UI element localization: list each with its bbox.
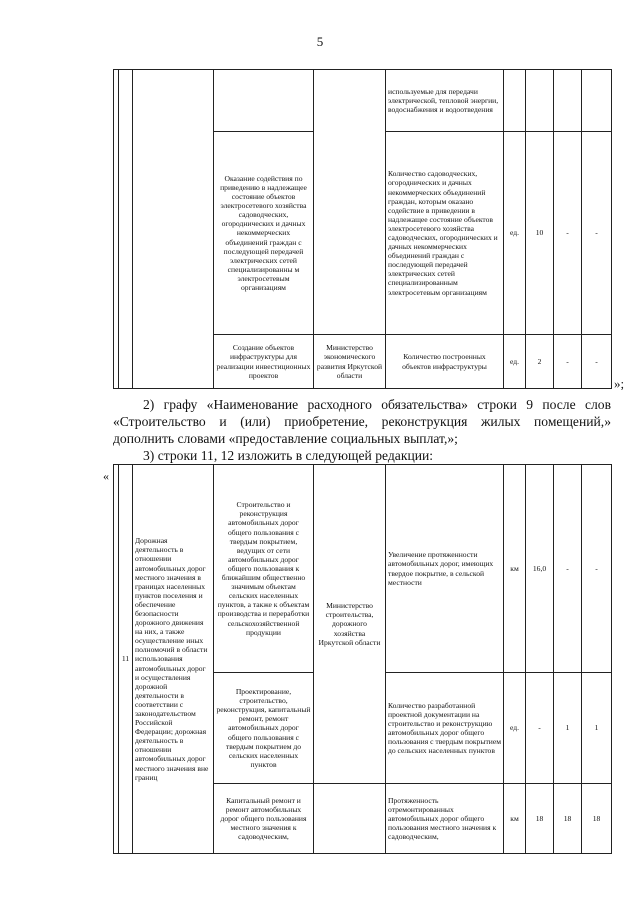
value-cell: 1 <box>554 673 582 784</box>
value-cell: - <box>554 465 582 673</box>
indicator-cell: Количество разработанной проектной документации на строительство и реконструкцию автомобильных дорог общего пользования с твердым покрытием до сельских населенных пунктов <box>386 673 504 784</box>
amendment-paragraph-3 <box>113 447 611 464</box>
value-cell: - <box>582 465 612 673</box>
table-row <box>114 465 612 673</box>
table-cell <box>554 70 582 132</box>
unit-cell: км <box>504 784 526 854</box>
value-cell: 18 <box>582 784 612 854</box>
paragraph-text: 2) графу «Наименование расходного обязательства» строки 9 после слов «Строительство и (или) приобретение, реконструкция жилых помещений,» дополнить словами «предоставление социальных выплат,»; <box>113 397 611 446</box>
table-continuation <box>113 69 612 389</box>
table-row <box>114 70 612 132</box>
value-cell: - <box>554 132 582 335</box>
table-cell <box>119 70 133 389</box>
value-cell: - <box>554 335 582 389</box>
value-cell: 10 <box>526 132 554 335</box>
responsible-cell: Министерство строительства, дорожного хозяйства Иркутской области <box>314 465 386 784</box>
indicator-cell: Количество садоводческих, огороднических и дачных некоммерческих объединений граждан, которым оказано содействие в приведении в надлежащее состояние объектов электросетевого хозяйства садоводческих, огороднических и дачных некоммерческих объединений граждан с последующей передачей электрических сетей специализированным электросетевым организациям <box>386 132 504 335</box>
indicator-cell: Протяженность отремонтированных автомобильных дорог общего пользования местного значения к садоводческим, <box>386 784 504 854</box>
table-cell <box>504 70 526 132</box>
table-cell <box>582 70 612 132</box>
value-cell: 1 <box>582 673 612 784</box>
opening-quote-mark: « <box>103 469 109 483</box>
unit-cell: км <box>504 465 526 673</box>
table-cell <box>133 70 214 389</box>
measure-cell: Строительство и реконструкция автомобильных дорог общего пользования с твердым покрытием, ведущих от сети автомобильных дорог общего пользования к ближайшим общественно значимым объектам сельских населенных пунктов, а также к объектам производства и переработки сельскохозяйственной продукции <box>214 465 314 673</box>
value-cell: - <box>582 132 612 335</box>
unit-cell: ед. <box>504 335 526 389</box>
obligation-cell: Дорожная деятельность в отношении автомобильных дорог местного значения в границах населенных пунктов поселения и обеспечение безопасности дорожного движения на них, а также осуществление иных полномочий в области использования автомобильных дорог и осуществления дорожной деятельности в соответствии с законодательством Российской Федерации; дорожная деятельность в отношении автомобильных дорог местного значения вне границ <box>133 465 214 854</box>
table-new-rows <box>113 464 612 854</box>
measure-cell: Капитальный ремонт и ремонт автомобильных дорог общего пользования местного значения к садоводческим, <box>214 784 314 854</box>
table-cell <box>526 70 554 132</box>
value-cell: 18 <box>526 784 554 854</box>
indicator-cell: используемые для передачи электрической, тепловой энергии, водоснабжения и водоотведения <box>386 70 504 132</box>
page-number: 5 <box>316 34 324 49</box>
indicator-cell: Количество построенных объектов инфраструктуры <box>386 335 504 389</box>
measure-cell: Создание объектов инфраструктуры для реализации инвестиционных проектов <box>214 335 314 389</box>
measure-cell: Оказание содействия по приведению в надлежащее состояние объектов электросетевого хозяйства садоводческих, огороднических и дачных некоммерческих объединений граждан с последующей передачей электрических сетей специализированны м электросетевым организациям <box>214 132 314 335</box>
measure-cell: Проектирование, строительство, реконструкция, капитальный ремонт, ремонт автомобильных дорог общего пользования с твердым покрытием до сельских населенных пунктов <box>214 673 314 784</box>
value-cell: 2 <box>526 335 554 389</box>
indicator-cell: Увеличение протяженности автомобильных дорог, имеющих твердое покрытие, в сельской местности <box>386 465 504 673</box>
value-cell: - <box>582 335 612 389</box>
closing-quote-mark: »; <box>614 376 625 391</box>
paragraph-text: 3) строки 11, 12 изложить в следующей редакции: <box>143 448 434 463</box>
amendment-paragraph-2 <box>113 396 611 447</box>
unit-cell: ед. <box>504 132 526 335</box>
row-number-cell: 11 <box>119 465 133 854</box>
value-cell: 16,0 <box>526 465 554 673</box>
table-cell <box>314 70 386 335</box>
unit-cell: ед. <box>504 673 526 784</box>
responsible-cell: Министерство экономического развития Иркутской области <box>314 335 386 389</box>
value-cell: 18 <box>554 784 582 854</box>
value-cell: - <box>526 673 554 784</box>
table-cell <box>314 784 386 854</box>
table-cell <box>214 70 314 132</box>
